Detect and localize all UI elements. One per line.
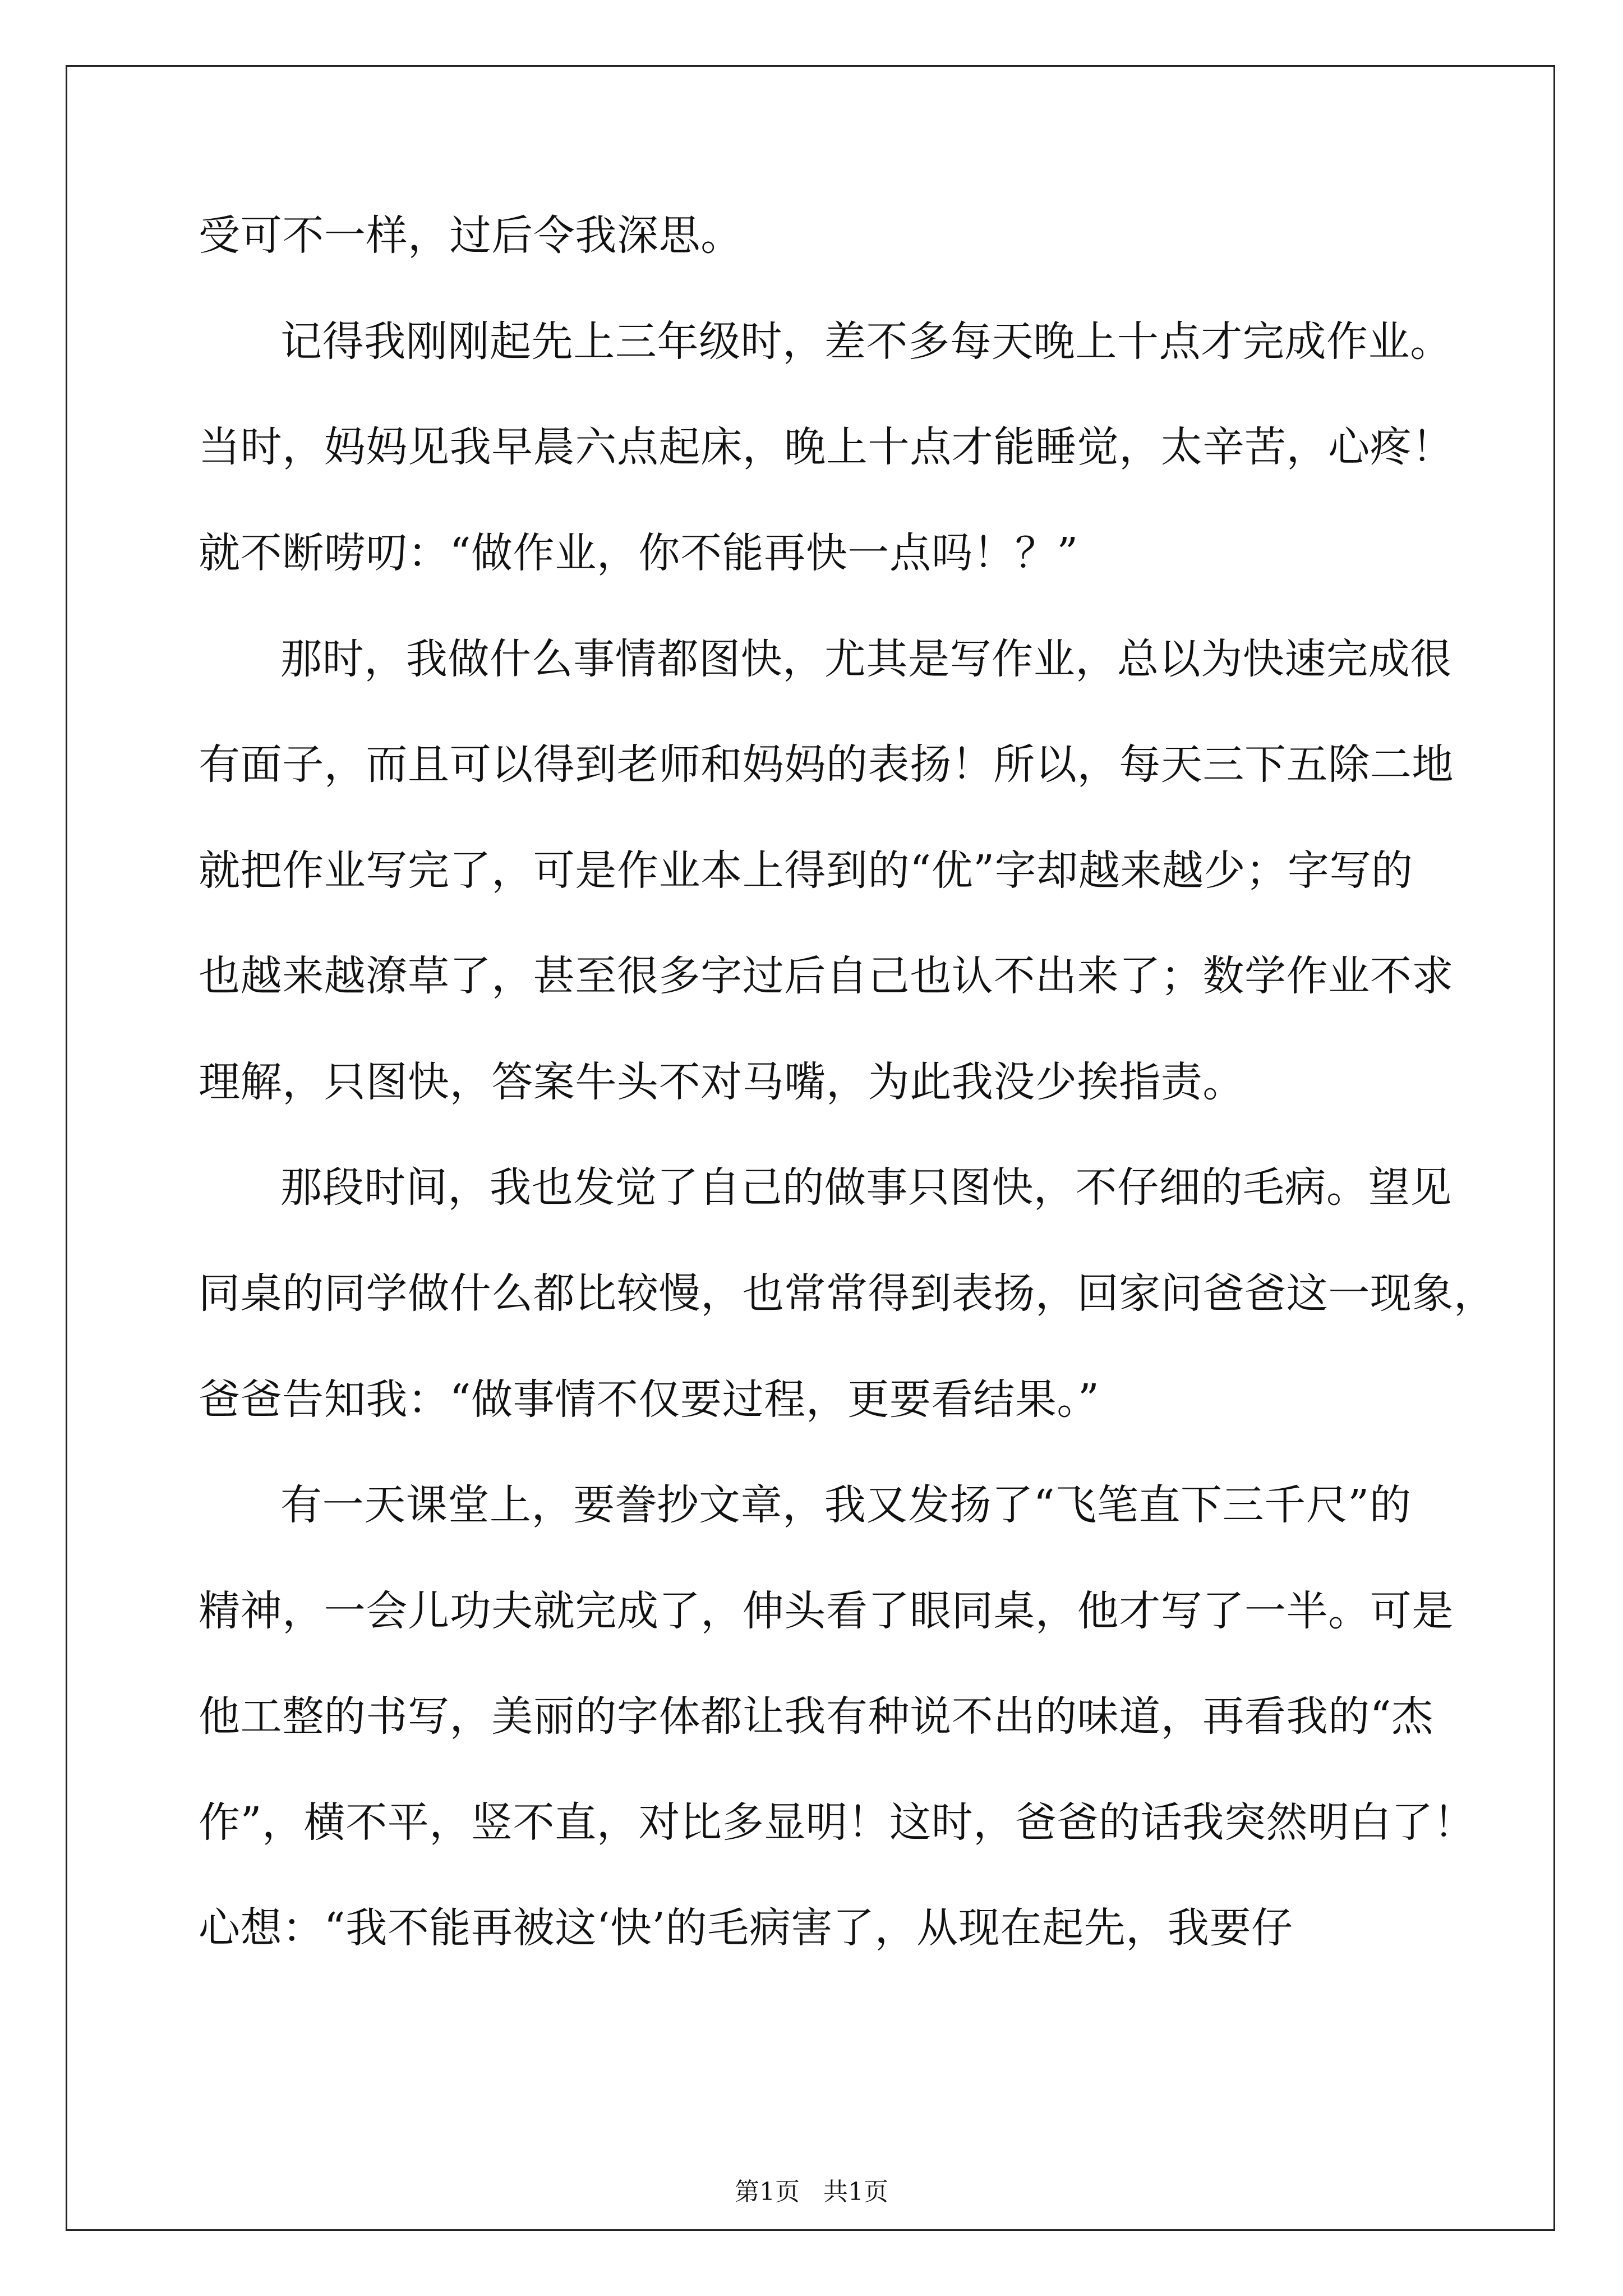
text-line: 就不断唠叨：“做作业，你不能再快一点吗！？” <box>199 529 1078 577</box>
text-line: 心想：“我不能再被这‘快’的毛病害了，从现在起先，我要仔 <box>199 1904 1293 1952</box>
text-line: 他工整的书写，美丽的字体都让我有种说不出的味道，再看我的“杰 <box>199 1692 1433 1741</box>
paragraph-first-line: 那时，我做什么事情都图快，尤其是写作业，总以为快速完成很 <box>280 635 1452 683</box>
text-line: 就把作业写完了，可是作业本上得到的“优”字却越来越少；字写的 <box>199 846 1413 895</box>
paragraph-first-line: 记得我刚刚起先上三年级时，差不多每天晚上十点才完成作业。 <box>280 318 1452 366</box>
text-line: 精神，一会儿功夫就完成了，伸头看了眼同桌，他才写了一半。可是 <box>199 1587 1454 1635</box>
text-line: 有面子，而且可以得到老师和妈妈的表扬！所以，每天三下五除二地 <box>199 740 1454 789</box>
paragraph-first-line: 有一天课堂上，要誊抄文章，我又发扬了“飞笔直下三千尺”的 <box>280 1481 1412 1529</box>
text-line: 理解，只图快，答案牛头不对马嘴，为此我没少挨指责。 <box>199 1058 1244 1106</box>
paragraph-first-line: 那段时间，我也发觉了自己的做事只图快，不仔细的毛病。望见 <box>280 1163 1452 1212</box>
text-line: 爸爸告知我：“做事情不仅要过程，更要看结果。” <box>199 1375 1100 1424</box>
text-line: 受可不一样，过后令我深思。 <box>199 211 743 260</box>
page-number-footer: 第1页 共1页 <box>735 2178 888 2206</box>
text-line: 当时，妈妈见我早晨六点起床，晚上十点才能睡觉，太辛苦，心疼！ <box>199 423 1454 471</box>
text-line: 也越来越潦草了，甚至很多字过后自己也认不出来了；数学作业不求 <box>199 952 1454 1000</box>
text-line: 同桌的同学做什么都比较慢，也常常得到表扬，回家问爸爸这一现象， <box>199 1269 1496 1318</box>
text-line: 作”，横不平，竖不直，对比多显明！这时，爸爸的话我突然明白了！ <box>199 1798 1476 1847</box>
